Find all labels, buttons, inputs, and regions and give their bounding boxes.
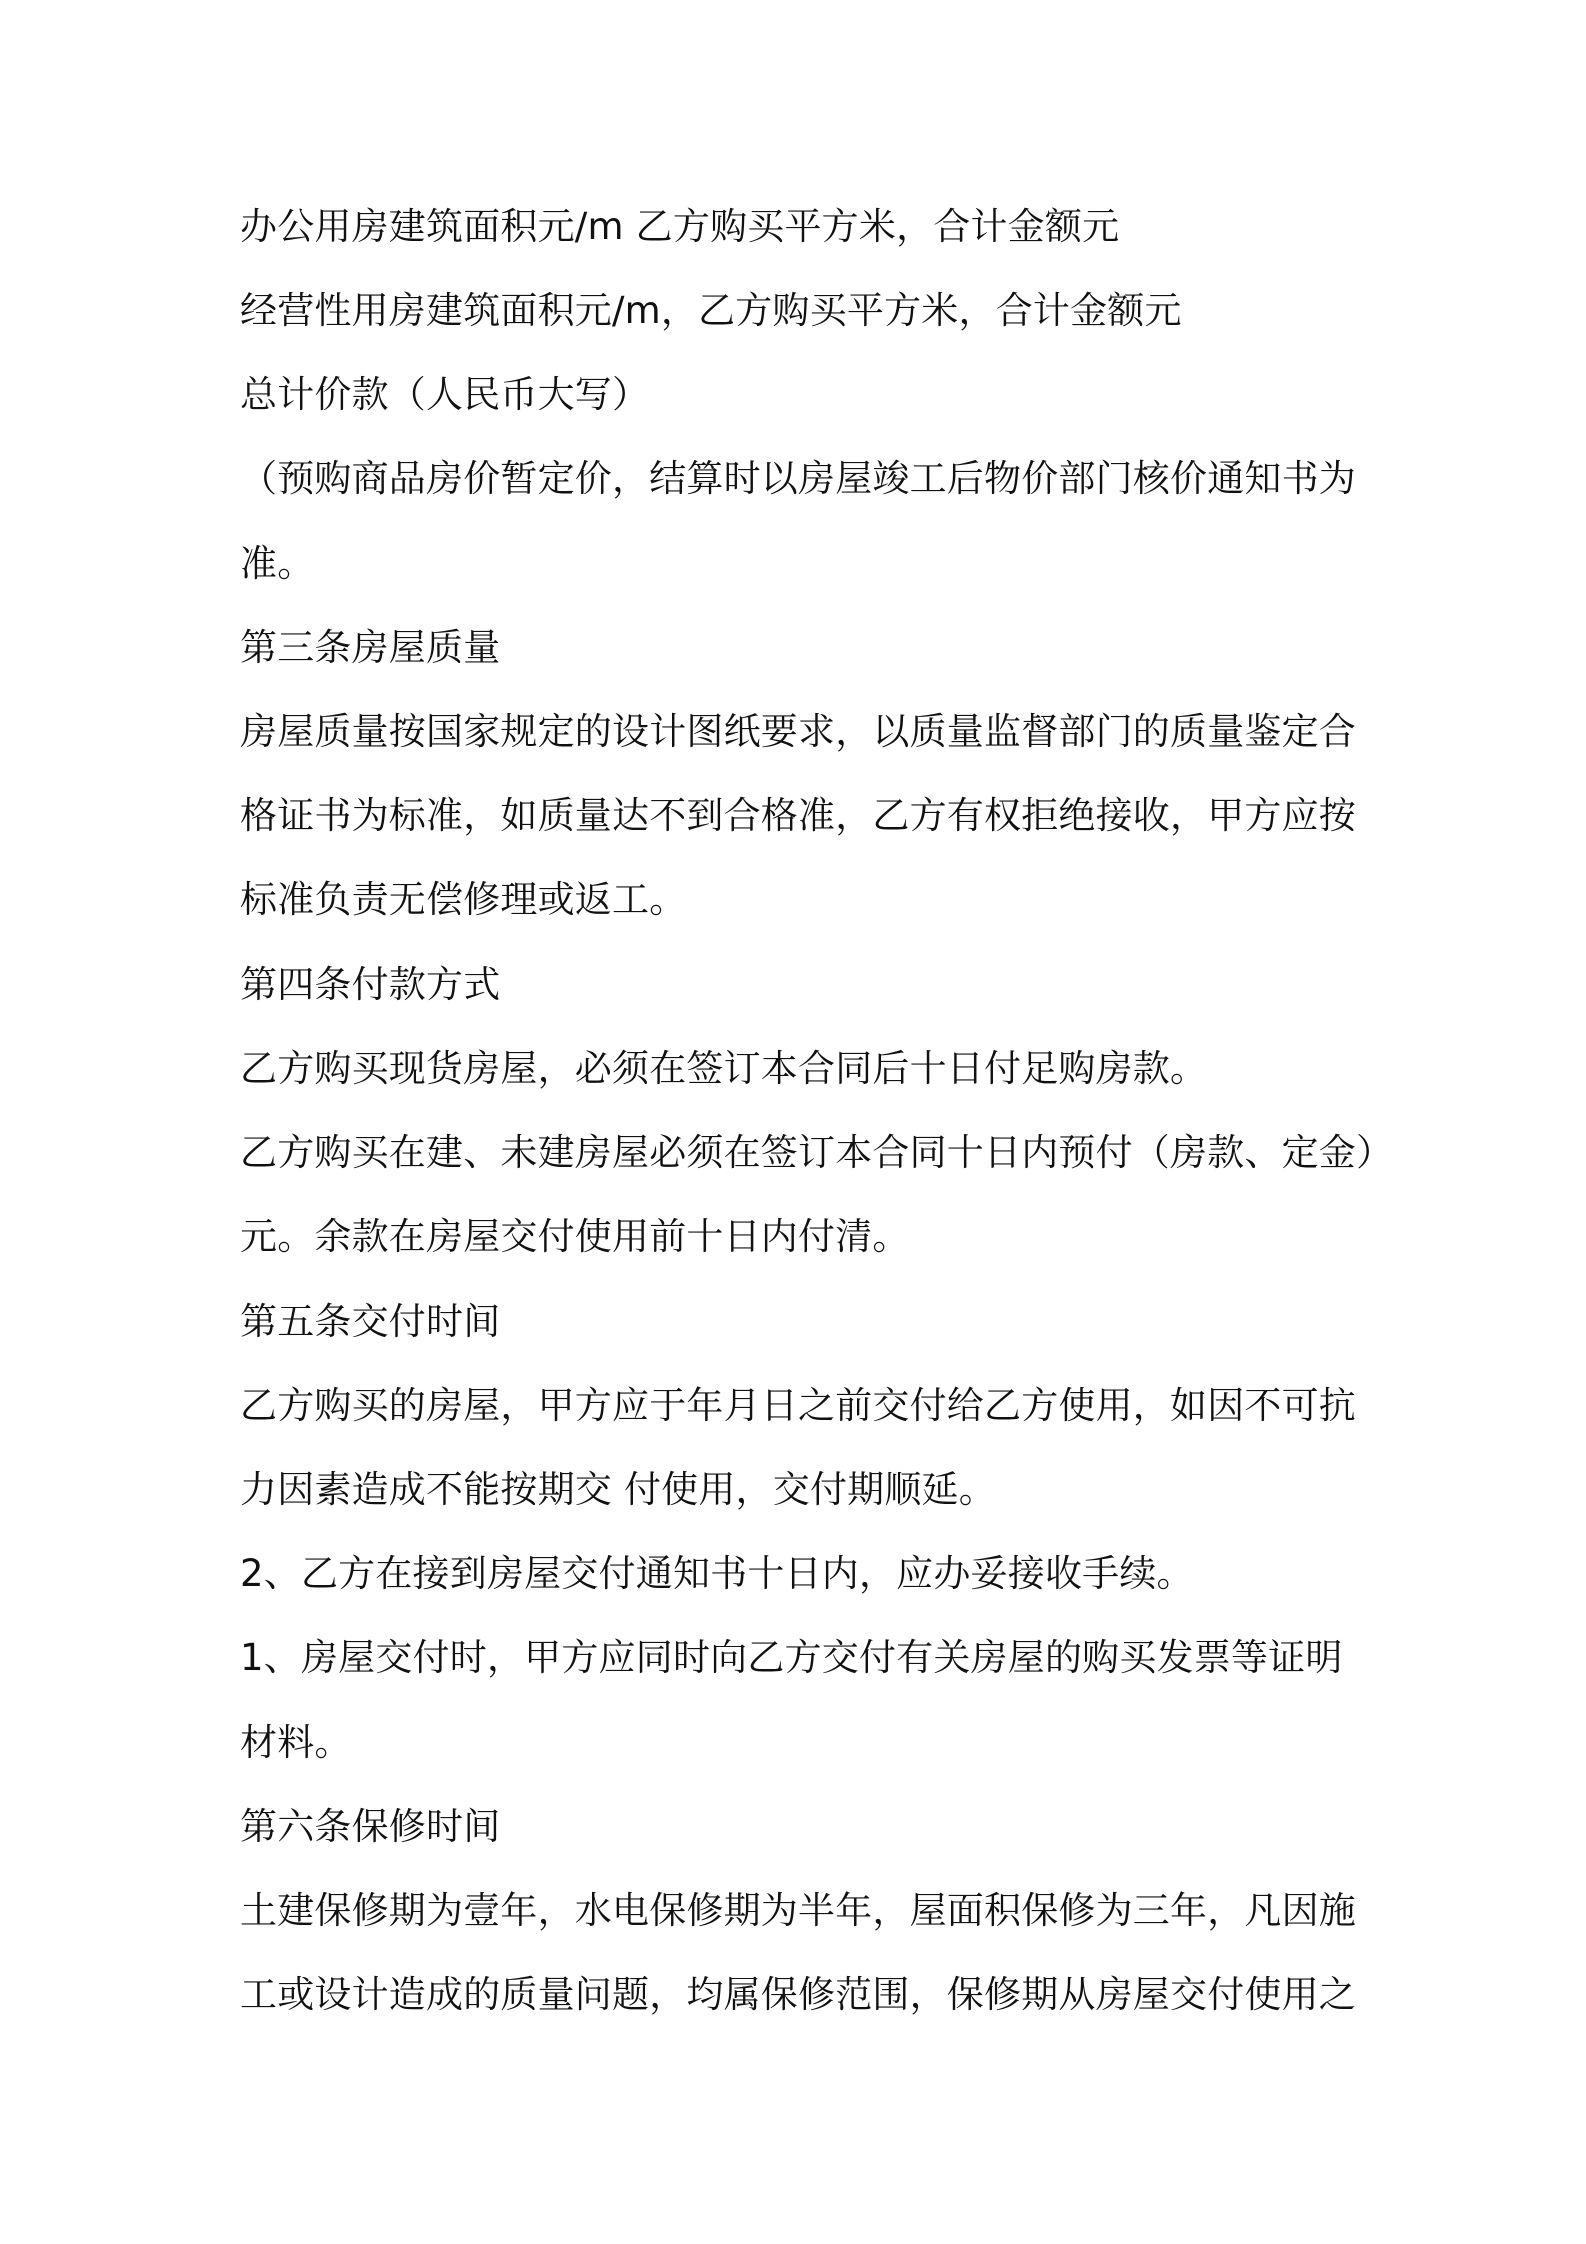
price-commercial-line: 经营性用房建筑面积元/m，乙方购买平方米，合计金额元	[240, 289, 1182, 332]
article-5-text-line-1: 乙方购买的房屋，甲方应于年月日之前交付给乙方使用，如因不可抗	[240, 1384, 1356, 1427]
article-5-item-1-line-2: 材料。	[240, 1721, 352, 1764]
total-price-line: 总计价款（人民币大写）	[240, 373, 650, 416]
article-4-text-line-2: 乙方购买在建、未建房屋必须在签订本合同十日内预付（房款、定金）	[240, 1131, 1394, 1174]
article-3-text-line-2: 格证书为标准，如质量达不到合格准，乙方有权拒绝接收，甲方应按	[240, 794, 1356, 837]
article-5-heading: 第五条交付时间	[240, 1300, 501, 1343]
article-6-text-line-2: 工或设计造成的质量问题，均属保修范围，保修期从房屋交付使用之	[240, 1973, 1356, 2016]
article-5-item-1-line-1: 1、房屋交付时，甲方应同时向乙方交付有关房屋的购买发票等证明	[240, 1636, 1343, 1679]
article-4-text-line-3: 元。余款在房屋交付使用前十日内付清。	[240, 1215, 910, 1258]
article-6-text-line-1: 土建保修期为壹年，水电保修期为半年，屋面积保修为三年，凡因施	[240, 1889, 1356, 1932]
article-6-heading: 第六条保修时间	[240, 1805, 501, 1848]
article-5-text-line-2: 力因素造成不能按期交 付使用，交付期顺延。	[240, 1468, 996, 1511]
article-3-text-line-3: 标准负责无偿修理或返工。	[240, 878, 687, 921]
price-note-line-2: 准。	[240, 542, 315, 585]
article-4-text-line-1: 乙方购买现货房屋，必须在签订本合同后十日付足购房款。	[240, 1047, 1208, 1090]
price-office-line: 办公用房建筑面积元/m 乙方购买平方米，合计金额元	[240, 205, 1120, 248]
price-note-line-1: （预购商品房价暂定价，结算时以房屋竣工后物价部门核价通知书为	[240, 457, 1356, 500]
article-3-text-line-1: 房屋质量按国家规定的设计图纸要求，以质量监督部门的质量鉴定合	[240, 710, 1356, 753]
article-5-item-2: 2、乙方在接到房屋交付通知书十日内，应办妥接收手续。	[240, 1552, 1194, 1595]
article-4-heading: 第四条付款方式	[240, 963, 501, 1006]
article-3-heading: 第三条房屋质量	[240, 626, 501, 669]
